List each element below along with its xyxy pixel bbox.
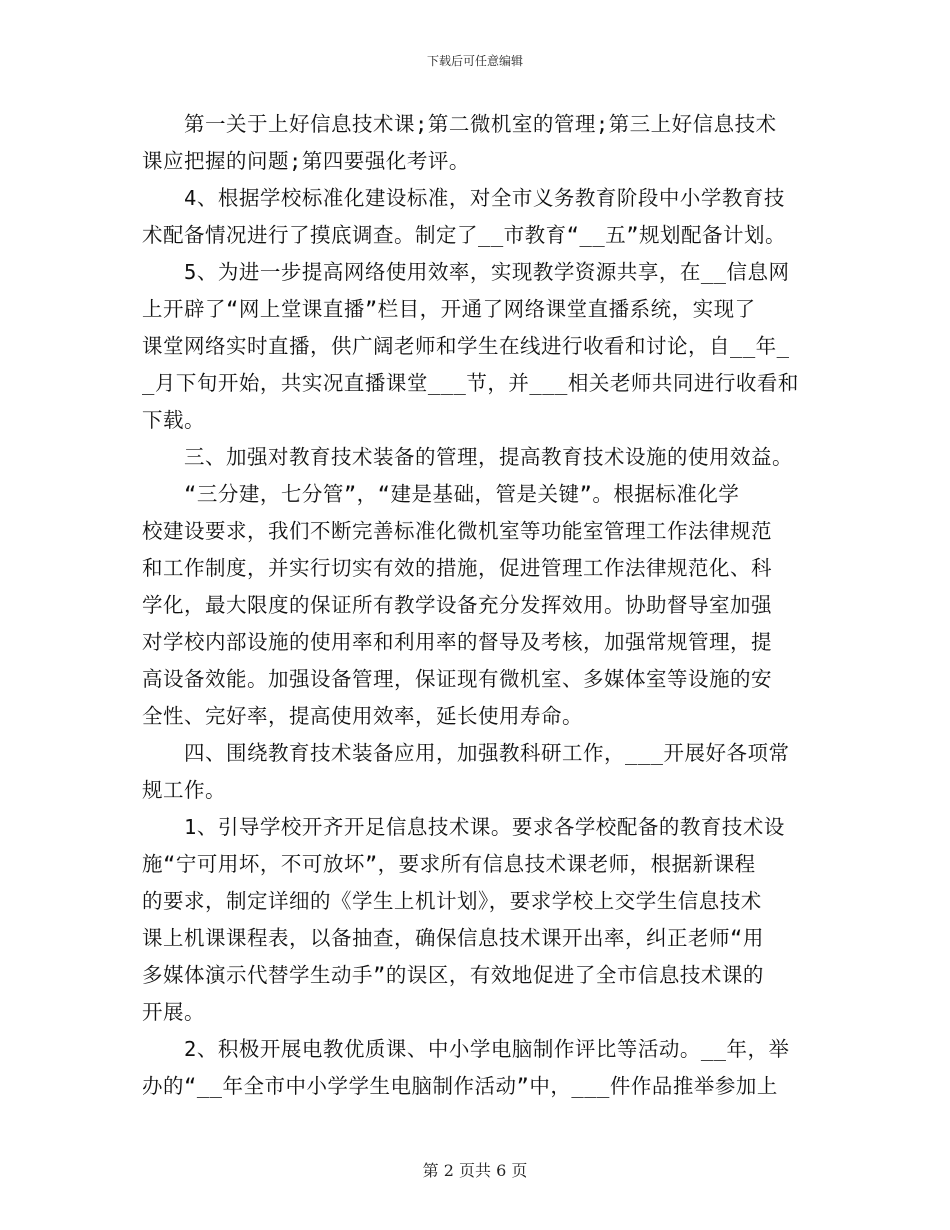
paragraph [142,439,810,735]
text-line: 开展。 [142,1000,205,1024]
paragraph [142,809,810,1031]
paragraph [142,735,810,809]
page-footer: 第 2 页共 6 页 [422,1161,528,1180]
paragraph [142,106,810,180]
text-line: 5、为进一步提高网络使用效率，实现教学资源共享，在__信息网 [142,260,790,284]
text-line: 1、引导学校开齐开足信息技术课。要求各学校配备的教育技术设 [142,815,785,839]
text-line: 多媒体演示代替学生动手”的误区，有效地促进了全市信息技术课的 [142,963,764,987]
text-line: 学化，最大限度的保证所有教学设备充分发挥效用。协助督导室加强 [142,593,772,617]
text-line: 课上机课课程表，以备抽查，确保信息技术课开出率，纠正老师“用 [142,926,764,950]
paragraph [142,180,810,254]
text-line: 4、根据学校标准化建设标准，对全市义务教育阶段中小学教育技 [142,186,785,210]
text-line: 三、加强对教育技术装备的管理，提高教育技术设施的使用效益。 [142,445,793,469]
text-line: 四、围绕教育技术装备应用，加强教科研工作，___开展好各项常 [142,741,790,765]
text-line: 第一关于上好信息技术课;第二微机室的管理;第三上好信息技术 [142,112,777,136]
text-line: 对学校内部设施的使用率和利用率的督导及考核，加强常规管理，提 [142,630,772,654]
text-line: 上开辟了“网上堂课直播”栏目，开通了网络课堂直播系统，实现了 [142,297,756,321]
paragraph [142,254,810,439]
text-line: 术配备情况进行了摸底调查。制定了__市教育“__五”规划配备计划。 [142,223,787,247]
text-line: 规工作。 [142,778,226,802]
paragraph [142,1031,810,1105]
text-line: 全性、完好率，提高使用效率，延长使用寿命。 [142,704,583,728]
text-line: 和工作制度，并实行切实有效的措施，促进管理工作法律规范化、科 [142,556,772,580]
page-header: 下载后可任意编辑 [426,54,523,68]
text-line: 施“宁可用坏，不可放坏”，要求所有信息技术课老师，根据新课程 [142,852,756,876]
text-line: “三分建，七分管”，“建是基础，管是关键”。根据标准化学 [142,482,740,506]
text-line: 课应把握的问题;第四要强化考评。 [142,149,470,173]
text-line: _月下旬开始，共实况直播课堂___节，并___相关老师共同进行收看和 [142,371,799,395]
text-line: 高设备效能。加强设备管理，保证现有微机室、多媒体室等设施的安 [142,667,772,691]
text-line: 校建设要求，我们不断完善标准化微机室等功能室管理工作法律规范 [142,519,772,543]
text-line: 下载。 [142,408,205,432]
text-line: 2、积极开展电教优质课、中小学电脑制作评比等活动。__年，举 [142,1037,790,1061]
document-body [142,106,810,1105]
text-line: 的要求，制定详细的《学生上机计划》，要求学校上交学生信息技术 [142,889,762,913]
text-line: 课堂网络实时直播，供广阔老师和学生在线进行收看和讨论，自__年_ [142,334,790,358]
text-line: 办的“__年全市中小学学生电脑制作活动”中，___件作品推举参加上 [142,1074,778,1098]
